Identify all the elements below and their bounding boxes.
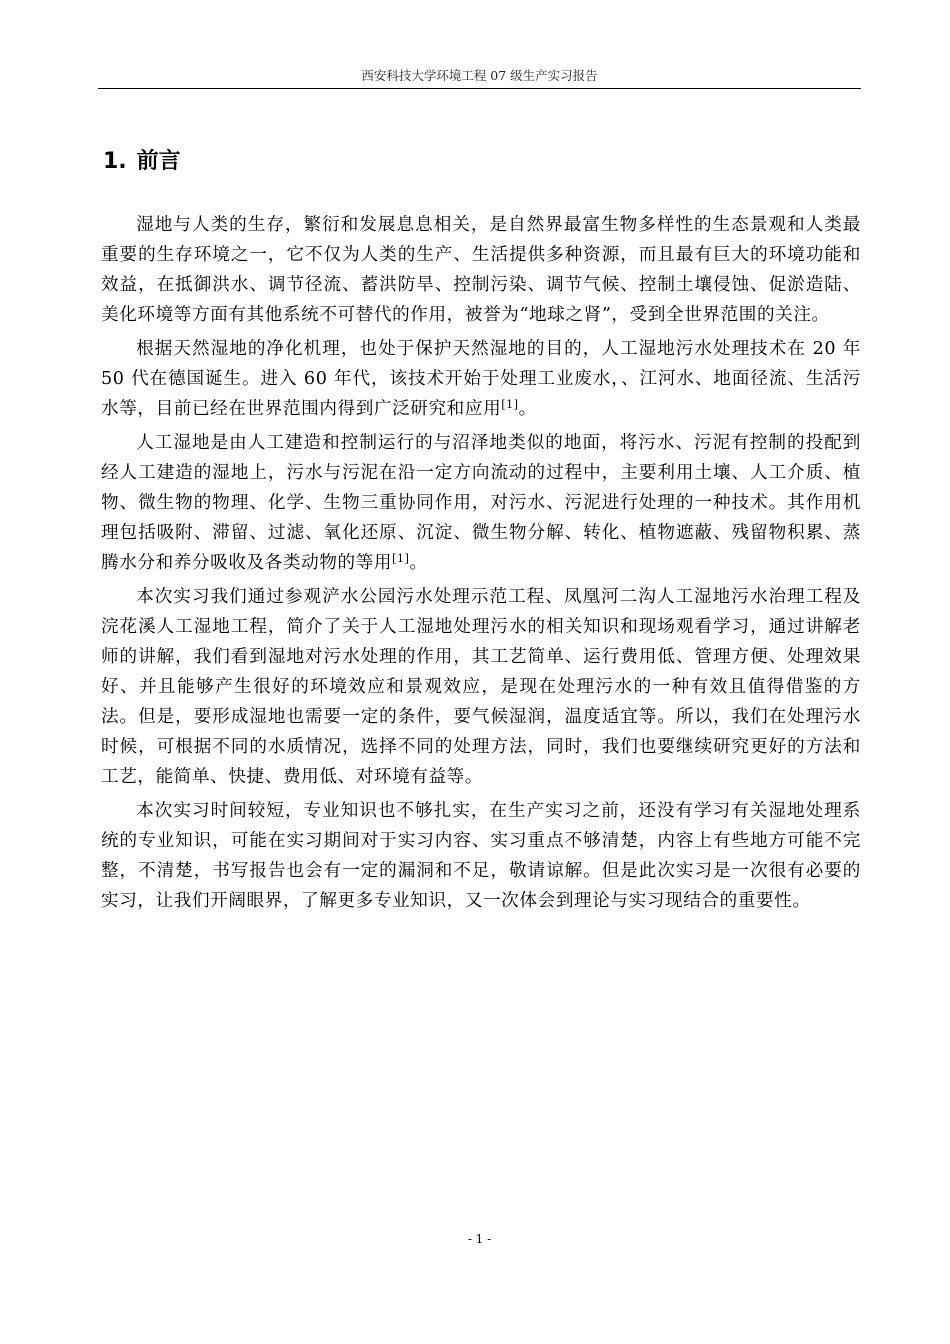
paragraph-text: 湿地与人类的生存，繁衍和发展息息相关，是自然界最富生物多样性的生态景观和人类最重要的生存环境之一，它不仅为人类的生产、生活提供多种资源，而且最有巨大的环境功能和效益，在抵御洪水、调节径流、蓄洪防旱、控制污染、调节气候、控制土壤侵蚀、促淤造陆、美化环境等方面有其他系统不可替代的作用，被誉为“地球之肾”，受到全世界范围的关注。	[101, 215, 861, 325]
section-number: 1.	[103, 149, 127, 174]
paragraph-1	[101, 210, 861, 334]
header-divider	[98, 88, 861, 89]
paragraph-5	[101, 796, 861, 920]
paragraph-3	[101, 428, 861, 582]
section-heading	[103, 146, 181, 178]
citation-ref: [1]	[392, 552, 410, 565]
paragraph-text: 根据天然湿地的净化机理，也处于保护天然湿地的目的，人工湿地污水处理技术在 20 年 50 代在德国诞生。进入 60 年代，该技术开始于处理工业废水，、江河水、地面径流、生活污水等，目前已经在世界范围内得到广泛研究和应用	[101, 339, 861, 419]
paragraph-text: 本次实习我们通过参观浐水公园污水处理示范工程、凤凰河二沟人工湿地污水治理工程及浣花溪人工湿地工程，简介了关于人工湿地处理污水的相关知识和现场观看学习，通过讲解老师的讲解，我们看到湿地对污水处理的作用，其工艺简单、运行费用低、管理方便、处理效果好、并且能够产生很好的环境效应和景观效应，是现在处理污水的一种有效且值得借鉴的方法。但是，要形成湿地也需要一定的条件，要气候湿润，温度适宜等。所以，我们在处理污水时候，可根据不同的水质情况，选择不同的处理方法，同时，我们也要继续研究更好的方法和工艺，能简单、快捷、费用低、对环境有益等。	[101, 587, 861, 787]
running-header: 西安科技大学环境工程 07 级生产实习报告	[361, 68, 598, 83]
paragraph-tail: 。	[409, 553, 428, 573]
paragraph-tail: 。	[518, 399, 537, 419]
page-number: - 1 -	[467, 1232, 492, 1246]
paragraph-2	[101, 334, 861, 428]
paragraph-text: 本次实习时间较短，专业知识也不够扎实，在生产实习之前，还没有学习有关湿地处理系统的专业知识，可能在实习期间对于实习内容、实习重点不够清楚，内容上有些地方可能不完整，不清楚，书写报告也会有一定的漏洞和不足，敬请谅解。但是此次实习是一次很有必要的实习，让我们开阔眼界，了解更多专业知识，又一次体会到理论与实习现结合的重要性。	[101, 801, 861, 911]
section-title: 前言	[136, 149, 181, 174]
paragraph-text: 人工湿地是由人工建造和控制运行的与沼泽地类似的地面，将污水、污泥有控制的投配到经人工建造的湿地上，污水与污泥在沿一定方向流动的过程中，主要利用土壤、人工介质、植物、微生物的物理、化学、生物三重协同作用，对污水、污泥进行处理的一种技术。其作用机理包括吸附、滞留、过滤、氧化还原、沉淀、微生物分解、转化、植物遮蔽、残留物积累、蒸腾水分和养分吸收及各类动物的等用	[101, 433, 861, 573]
body-text	[101, 210, 861, 920]
paragraph-4	[101, 582, 861, 796]
citation-ref: [1]	[501, 398, 519, 411]
